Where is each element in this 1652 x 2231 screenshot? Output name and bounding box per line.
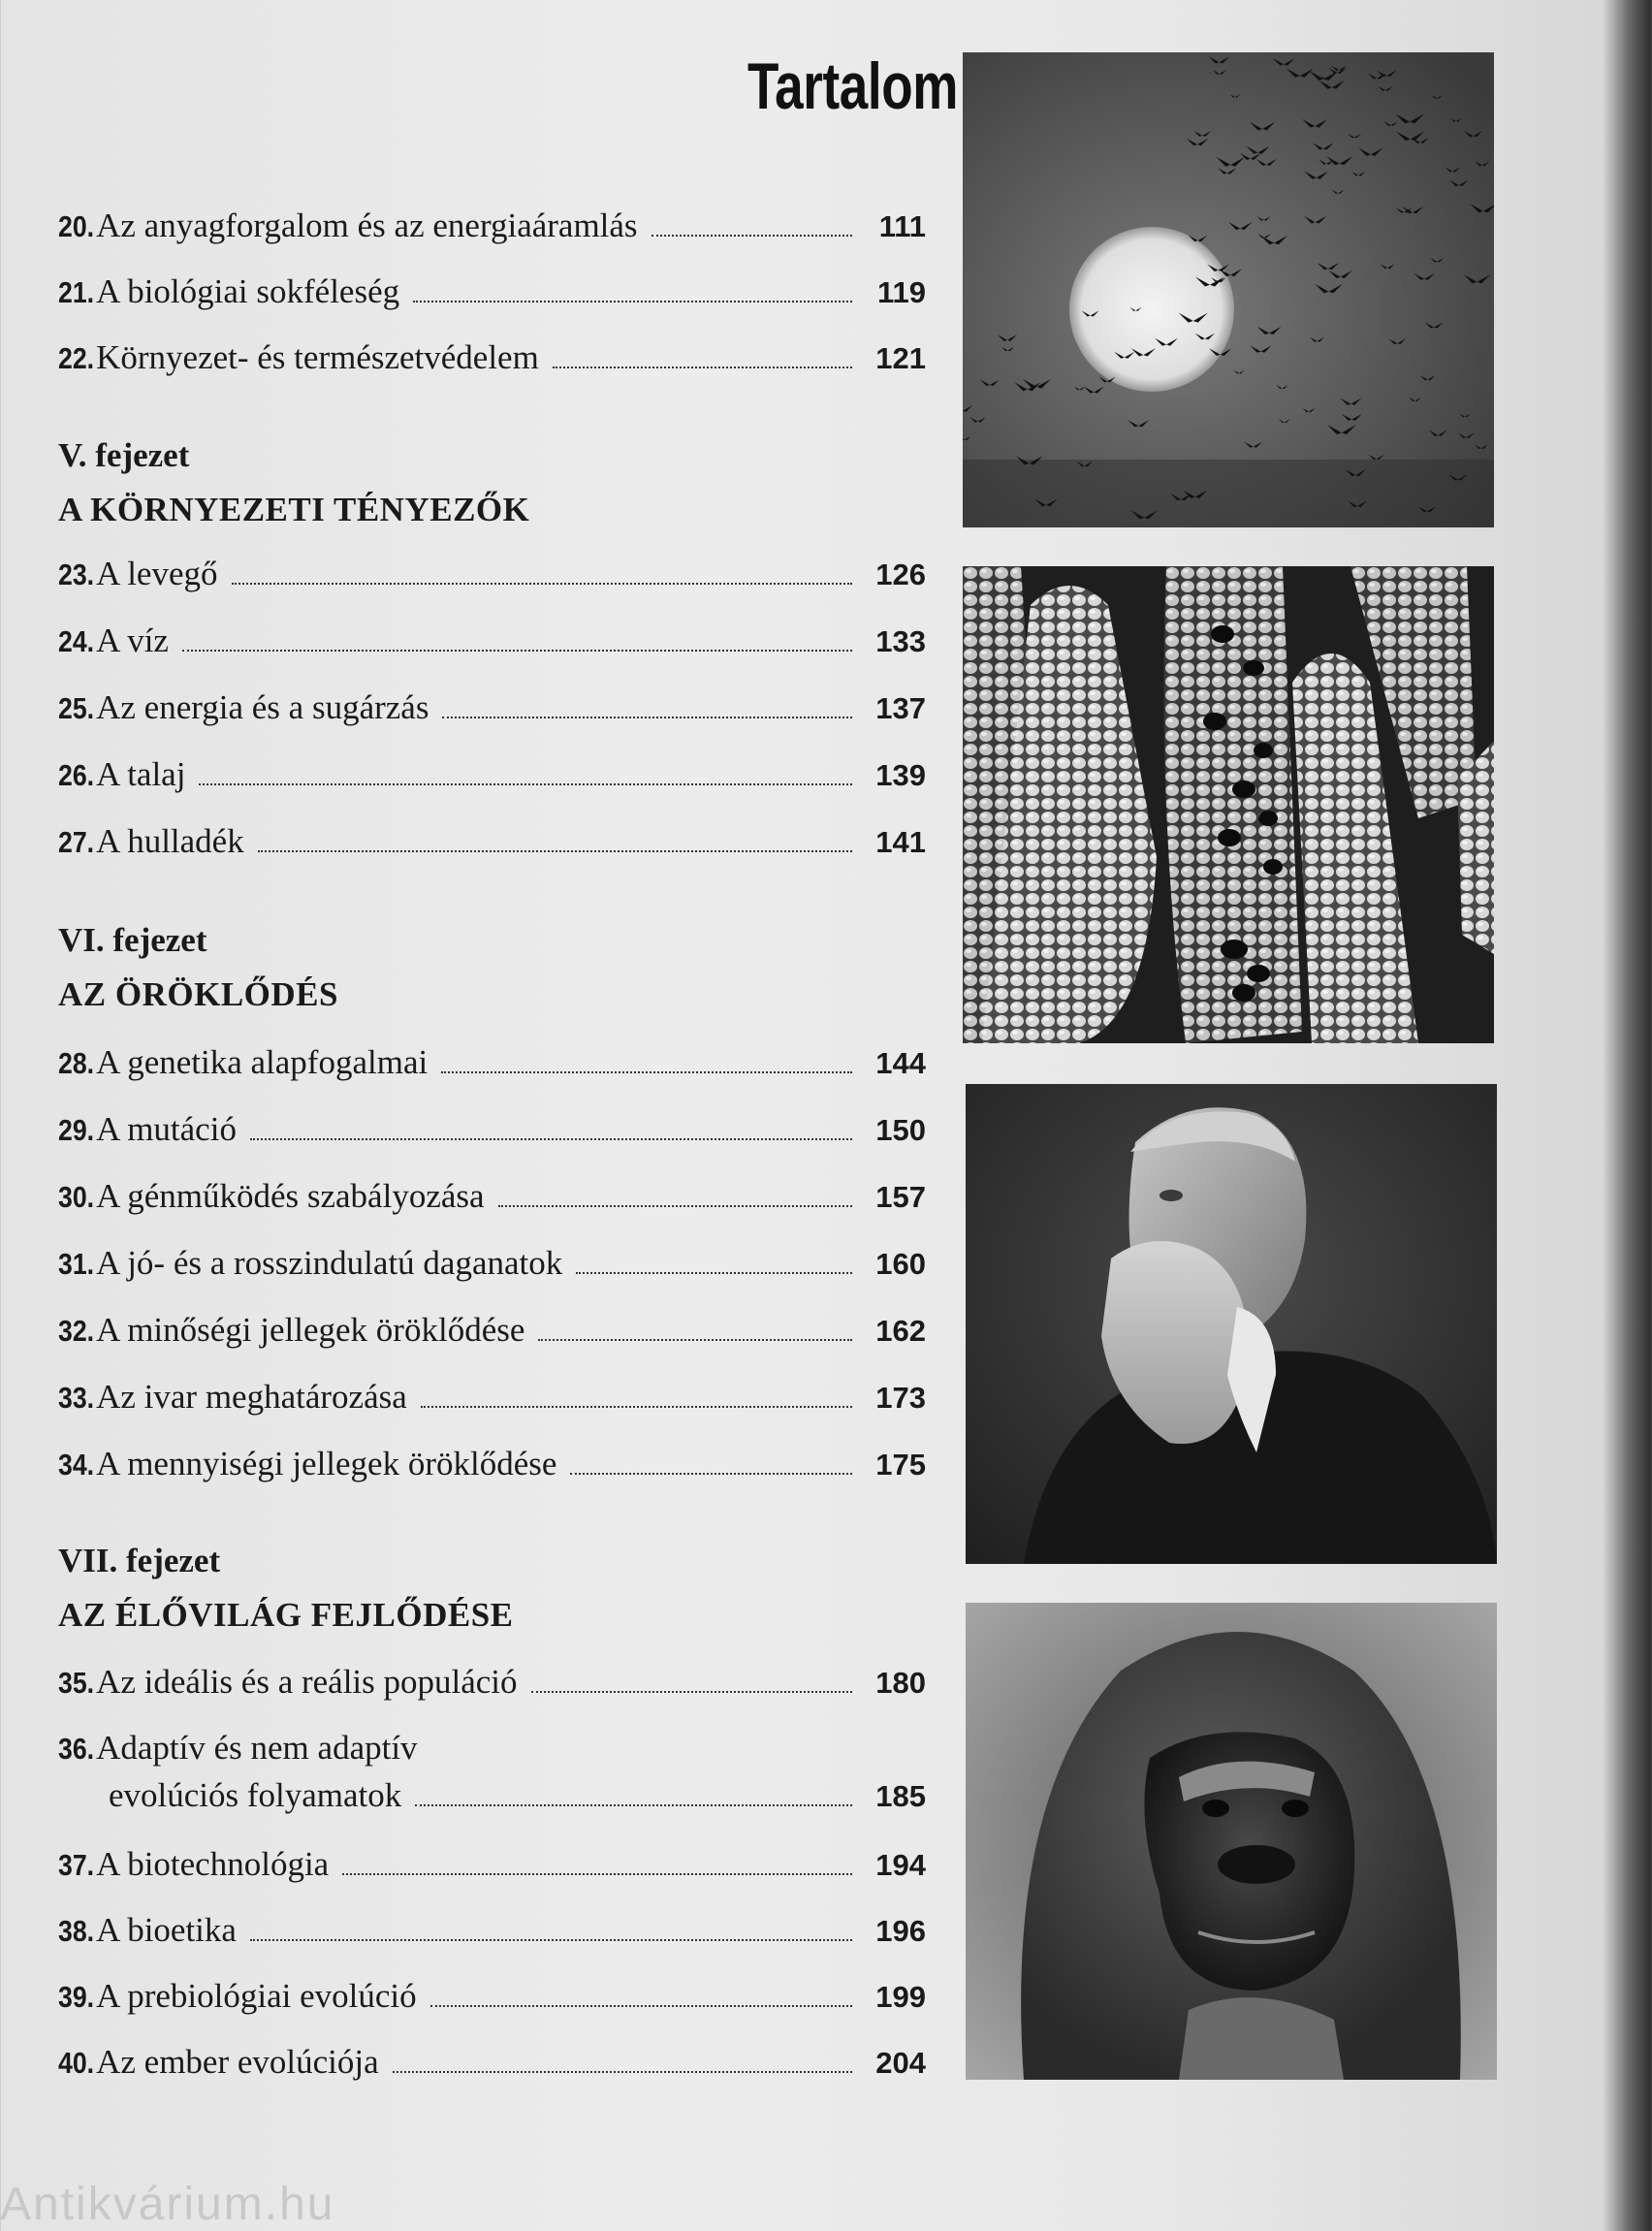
entry-title: A hulladék: [96, 822, 244, 860]
entry-page: 175: [875, 1448, 926, 1482]
toc-entry: [58, 1663, 926, 1703]
entry-page: 173: [875, 1381, 926, 1415]
entry-number: 26.: [58, 758, 95, 792]
entry-number: 39.: [58, 1980, 95, 2014]
entry-title: A talaj: [96, 755, 186, 793]
entry-page: 199: [875, 1980, 926, 2014]
chapter-title: AZ ÉLŐVILÁG FEJLŐDÉSE: [58, 1596, 514, 1634]
entry-page: 126: [875, 558, 926, 591]
dot-leader: [393, 2071, 852, 2073]
dot-leader: [342, 1873, 852, 1875]
entry-page: 185: [875, 1779, 926, 1813]
entry-title: A mennyiségi jellegek öröklődése: [96, 1445, 557, 1482]
entry-title: A genetika alapfogalmai: [96, 1043, 429, 1081]
entry-number: 32.: [58, 1314, 95, 1348]
entry-page: 133: [875, 624, 926, 658]
toc-entry: [58, 1977, 926, 2017]
entry-title: A víz: [96, 621, 169, 659]
entry-number: 28.: [58, 1046, 95, 1080]
toc-entry: [58, 621, 926, 661]
toc-entry: [58, 272, 926, 312]
chapter-heading: [58, 1534, 514, 1642]
photo-birds-sun: [963, 52, 1494, 527]
entry-title: A biotechnológia: [96, 1845, 330, 1883]
chapter-title: AZ ÖRÖKLŐDÉS: [58, 975, 338, 1013]
dot-leader: [413, 301, 852, 303]
entry-number: 23.: [58, 558, 95, 591]
toc-entry: [58, 755, 926, 795]
entry-title: A biológiai sokféleség: [96, 272, 400, 310]
dot-leader: [531, 1691, 852, 1693]
entry-number: 30.: [58, 1180, 95, 1214]
entry-number: 22.: [58, 341, 95, 375]
entry-title: Környezet- és természetvédelem: [96, 338, 539, 376]
entry-page: 144: [875, 1046, 926, 1080]
watermark: Antikvárium.hu: [0, 2179, 335, 2230]
dot-leader: [415, 1804, 852, 1806]
entry-page: 150: [875, 1113, 926, 1147]
dot-leader: [441, 1071, 852, 1073]
toc-entry: [58, 1110, 926, 1150]
dot-leader: [199, 783, 852, 785]
dot-leader: [576, 1272, 852, 1274]
entry-title: A levegő: [96, 555, 218, 592]
toc-entry: [58, 2043, 926, 2083]
entry-page: 139: [875, 758, 926, 792]
entry-page: 157: [875, 1180, 926, 1214]
dot-leader: [651, 235, 852, 237]
dot-leader: [258, 850, 852, 852]
entry-page: 204: [875, 2046, 926, 2080]
entry-title: Az ember evolúciója: [96, 2043, 379, 2081]
toc-entry: [58, 1244, 926, 1284]
entry-page: 194: [875, 1848, 926, 1882]
toc-entry: [58, 688, 926, 728]
entry-page: 141: [875, 825, 926, 859]
entry-page: 162: [875, 1314, 926, 1348]
entry-title: A jó- és a rosszindulatú daganatok: [96, 1244, 563, 1282]
toc-entry: [58, 822, 926, 862]
entry-page: 119: [876, 275, 926, 309]
toc-entry: [58, 555, 926, 594]
entry-number: 21.: [58, 275, 95, 309]
photo-gorilla: [966, 1603, 1497, 2080]
chapter-heading: [58, 429, 529, 537]
chapter-title: A KÖRNYEZETI TÉNYEZŐK: [58, 491, 530, 528]
entry-title: Az ideális és a reális populáció: [96, 1663, 518, 1701]
dot-leader: [570, 1473, 852, 1475]
chapter-number: VI. fejezet: [58, 921, 207, 959]
photo-corn: [963, 566, 1494, 1043]
chapter-heading: [58, 913, 338, 1022]
dot-leader: [553, 367, 852, 368]
entry-number: 29.: [58, 1113, 95, 1147]
toc-entry: [58, 1845, 926, 1885]
chapter-number: V. fejezet: [58, 436, 190, 474]
entry-number: 27.: [58, 825, 95, 859]
entry-number: 40.: [58, 2046, 95, 2080]
entry-title: Az anyagforgalom és az energiaáramlás: [96, 207, 638, 244]
entry-title: Adaptív és nem adaptív: [96, 1729, 418, 1767]
entry-title: A génműködés szabályozása: [96, 1177, 485, 1215]
dot-leader: [538, 1339, 852, 1341]
entry-page: 137: [875, 691, 926, 725]
chapter-number: VII. fejezet: [58, 1542, 221, 1579]
entry-page: 180: [875, 1666, 926, 1700]
entry-title: A prebiológiai evolúció: [96, 1977, 417, 2015]
dot-leader: [498, 1205, 852, 1207]
dot-leader: [250, 1138, 852, 1140]
entry-title: A bioetika: [96, 1911, 237, 1949]
toc-entry: [58, 1911, 926, 1951]
entry-number: 25.: [58, 691, 95, 725]
entry-number: 37.: [58, 1848, 95, 1882]
dot-leader: [232, 583, 853, 585]
entry-page: 196: [875, 1914, 926, 1948]
entry-number: 31.: [58, 1247, 95, 1281]
entry-page: 111: [878, 209, 926, 243]
entry-number: 20.: [58, 209, 95, 243]
page-title: Tartalom: [747, 49, 958, 123]
toc-entry: [58, 1177, 926, 1217]
entry-title: Az energia és a sugárzás: [96, 688, 429, 726]
photo-portrait-bearded-man: [966, 1084, 1497, 1564]
dot-leader: [430, 2005, 852, 2007]
toc-entry: [58, 1724, 926, 1821]
toc-entry: [58, 1311, 926, 1351]
toc-entry: [58, 1043, 926, 1083]
entry-page: 121: [875, 341, 926, 375]
dot-leader: [250, 1939, 852, 1941]
entry-number: 34.: [58, 1448, 95, 1482]
entry-title: A mutáció: [96, 1110, 237, 1148]
toc-entry: [58, 207, 926, 246]
entry-page: 160: [875, 1247, 926, 1281]
toc-entry: [58, 1445, 926, 1484]
entry-number: 36.: [58, 1732, 95, 1766]
entry-title-continued: evolúciós folyamatok: [109, 1776, 402, 1814]
dot-leader: [442, 717, 852, 718]
entry-number: 35.: [58, 1666, 95, 1700]
entry-title: A minőségi jellegek öröklődése: [96, 1311, 525, 1349]
toc-entry: [58, 1378, 926, 1418]
entry-number: 24.: [58, 624, 95, 658]
entry-title: Az ivar meghatározása: [96, 1378, 407, 1416]
dot-leader: [421, 1406, 852, 1408]
dot-leader: [182, 650, 852, 652]
toc-entry: [58, 338, 926, 378]
entry-number: 33.: [58, 1381, 95, 1415]
entry-number: 38.: [58, 1914, 95, 1948]
